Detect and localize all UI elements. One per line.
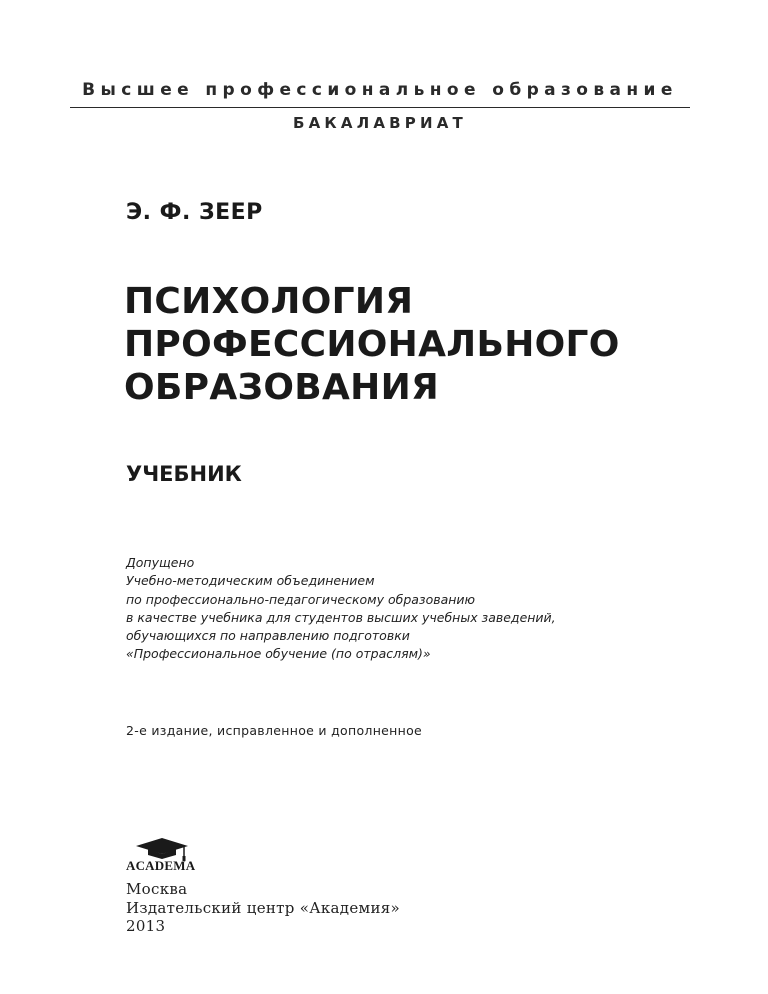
approval-line: Допущено (126, 555, 195, 570)
degree-level: БАКАЛАВРИАТ (292, 114, 467, 132)
publisher-name: Издательский центр «Академия» (126, 898, 401, 917)
approval-line: Учебно-методическим объединением (126, 573, 375, 589)
edition-note: 2-е издание, исправленное и дополненное (126, 723, 423, 738)
publisher-logo (126, 836, 206, 872)
approval-note (126, 554, 556, 664)
document-type: УЧЕБНИК (126, 462, 242, 486)
approval-line: обучающихся по направлению подготовки (126, 628, 410, 644)
publisher-info (126, 880, 400, 936)
approval-line: по профессионально-педагогическому образованию (126, 591, 476, 607)
book-title (124, 280, 620, 409)
publication-year: 2013 (126, 917, 166, 935)
header-divider (70, 107, 690, 108)
approval-line: «Профессиональное обучение (по отраслям)» (126, 646, 431, 662)
title-line: ПРОФЕССИОНАЛЬНОГО (124, 324, 620, 365)
mortarboard-icon (126, 836, 206, 872)
publisher-city: Москва (126, 880, 188, 898)
logo-wordmark: ACADEMA (126, 858, 196, 872)
title-line: ПСИХОЛОГИЯ (124, 281, 414, 322)
title-line: ОБРАЗОВАНИЯ (124, 367, 440, 408)
author-name: Э. Ф. ЗЕЕР (126, 200, 263, 225)
approval-line: в качестве учебника для студентов высших учебных заведений, (126, 609, 556, 625)
series-heading: Высшее профессиональное образование (82, 80, 678, 100)
